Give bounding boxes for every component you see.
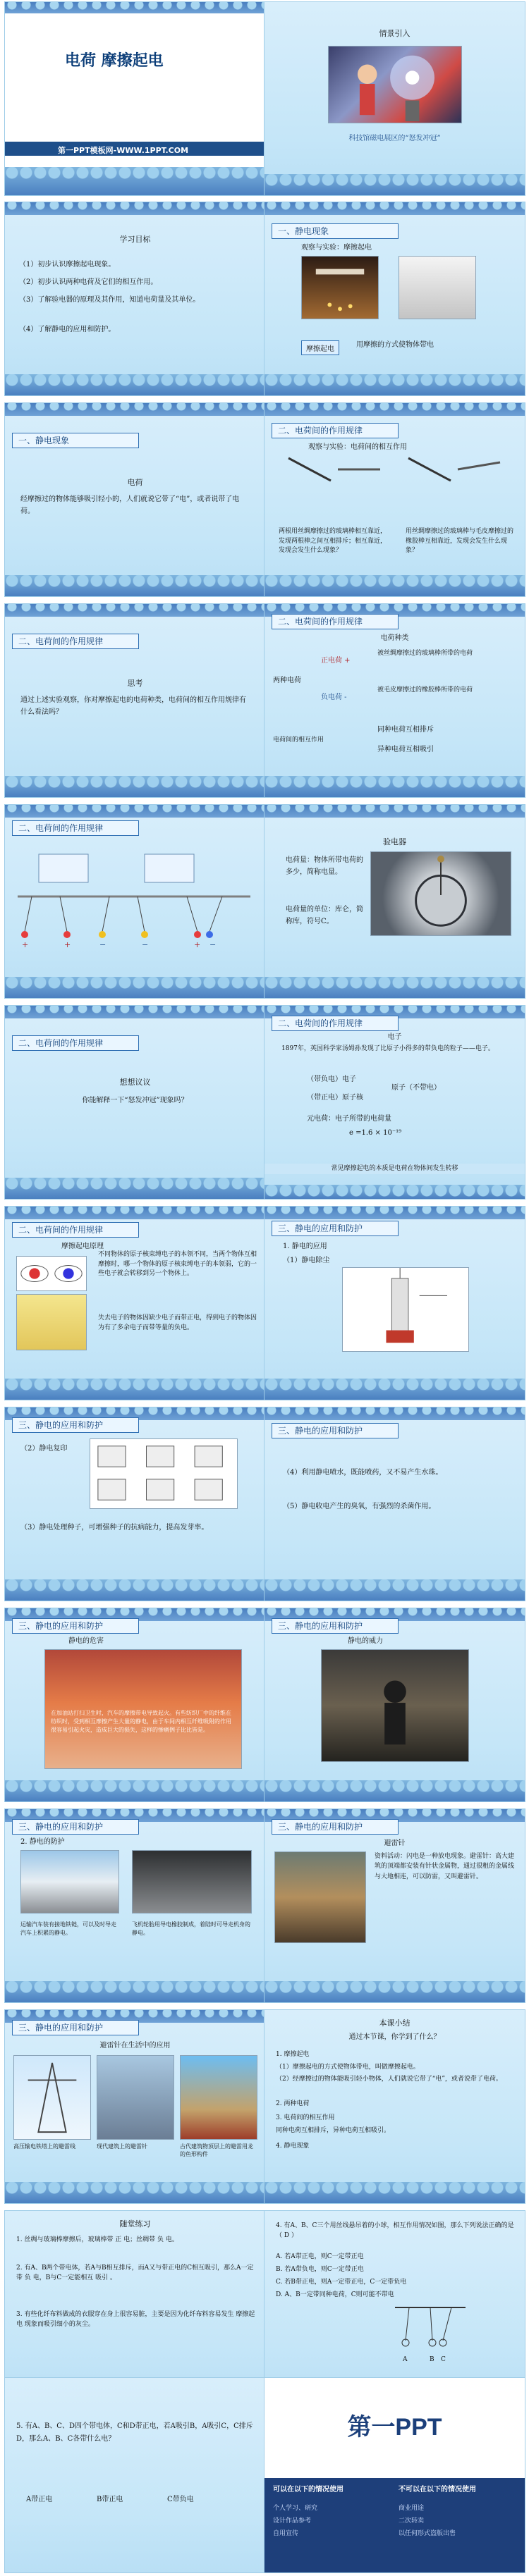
- hazard-photo: [44, 1649, 242, 1769]
- slide-subheading: 思考: [127, 679, 143, 688]
- slide-top-band: [5, 403, 265, 416]
- copier-process-icon: [90, 1439, 237, 1508]
- section-header: 三、静电的应用和防护: [272, 1221, 399, 1236]
- slide-heading: 本课小结: [379, 2019, 411, 2028]
- forbidden-1: 商业用途: [399, 2505, 425, 2512]
- child-silhouette-icon: [322, 1650, 468, 1761]
- nucleus-label: （带正电）原子核: [307, 1094, 363, 1102]
- franklin-kite-painting: [274, 1851, 366, 1943]
- tower-caption: 高压输电铁塔上的避雷线: [13, 2143, 75, 2150]
- brand-text: 第一PPT模板网-WWW.1PPT.COM: [58, 146, 189, 155]
- slide-16[interactable]: [264, 1407, 525, 1601]
- term-tag: 摩擦起电: [301, 340, 339, 355]
- experiment-title: 观察与实验：电荷间的相互作用: [308, 443, 407, 451]
- principle-text-1: 不同物体的原子核束缚电子的本领不同，当两个物体互相摩擦时，哪一个物体的原子核束缚电子的本领弱，它的一些电子就会转移到另一个物体上。: [98, 1251, 257, 1277]
- slide-25[interactable]: [4, 2377, 266, 2573]
- rod-photo-right: [145, 854, 194, 882]
- slide-2[interactable]: [264, 1, 525, 196]
- string-5: [187, 896, 197, 932]
- slide-subheading: 避雷针: [384, 1839, 406, 1847]
- dust-removal-diagram: [342, 1267, 469, 1352]
- principle-text-2: 失去电子的物体因缺少电子而带正电，得到电子的物体因为有了多余电子而带等量的负电。: [98, 1314, 257, 1331]
- plasma-ball-photo: [328, 46, 462, 123]
- lightning-rod-text: 资料活动：闪电是一种放电现象。避雷针：高大建筑的顶端都安装有针状金属物，通过很粗的金属线与大地相连，可以防雷，又叫避雷针。: [375, 1853, 515, 1880]
- charge-sign-3: −: [99, 940, 107, 949]
- rods-diagram: [274, 452, 514, 486]
- slide-18[interactable]: [264, 1608, 525, 1802]
- slide-subheading: 避雷针在生活中的应用: [99, 2042, 171, 2050]
- plasma-ball-icon: [329, 47, 461, 123]
- slide-11[interactable]: [4, 1005, 266, 1200]
- slide-subheading: 电荷: [127, 478, 143, 487]
- option-a[interactable]: A. 若A带正电，则C一定带正电: [276, 2253, 364, 2260]
- slide-8[interactable]: [264, 603, 525, 798]
- wave-decoration: [5, 167, 265, 195]
- slide-26[interactable]: [264, 2377, 525, 2573]
- atom-diagram: [16, 1256, 87, 1291]
- slide-top-band: [264, 1207, 525, 1219]
- string-b: [430, 2307, 432, 2341]
- wave-decoration: [5, 977, 265, 998]
- forbidden-title: 不可以在以下的情况使用: [399, 2486, 476, 2494]
- tanker-truck-photo: [20, 1850, 119, 1913]
- rod-4: [458, 462, 500, 469]
- seed-treatment-text: （3）静电处理种子，可增强种子的抗病能力，提高发芽率。: [20, 1524, 209, 1532]
- slide-3[interactable]: [4, 202, 266, 396]
- truck-caption: 运输汽车装有接地铁链，可以及时导走汽车上积累的静电。: [20, 1921, 116, 1936]
- wave-decoration: [5, 2182, 265, 2203]
- wave-decoration: [264, 977, 525, 998]
- slide-subheading: 摩擦起电原理: [61, 1243, 104, 1250]
- slide-subheading: 电荷种类: [380, 634, 409, 642]
- power-tower-icon: [14, 2056, 90, 2139]
- answer-a[interactable]: A带正电: [26, 2496, 53, 2503]
- wave-decoration: [264, 575, 525, 596]
- slide-heading: 学习目标: [119, 235, 151, 244]
- application-title: （1）静电除尘: [283, 1257, 330, 1264]
- string-2: [60, 896, 67, 932]
- ball-1: [21, 931, 28, 938]
- section-header: 三、静电的应用和防护: [12, 1417, 139, 1433]
- brand-logo: 第一PPT: [347, 2414, 442, 2441]
- section-header: 三、静电的应用和防护: [272, 1819, 399, 1835]
- slide-subheading: 电子: [387, 1033, 402, 1041]
- allowed-3: 自用宣传: [273, 2530, 299, 2537]
- goal-1: （1）初步认识摩擦起电现象。: [19, 261, 116, 269]
- wave-decoration: [264, 1379, 525, 1400]
- slide-top-band: [5, 805, 265, 818]
- term-definition: 用摩擦的方式使物体带电: [356, 341, 434, 349]
- string-6: [209, 896, 222, 932]
- exercise-3: 3. 有些化纤布料做成的衣服穿在身上很容易脏，主要是因为化纤布料容易发生 摩擦起电 现象而吸引细小的灰尘。: [16, 2311, 255, 2329]
- slide-15[interactable]: [4, 1407, 266, 1601]
- photo-caption: 科技馆磁电展区的“怒发冲冠”: [348, 135, 441, 142]
- wave-decoration: [264, 174, 525, 195]
- section-header: 二、电荷间的作用规律: [12, 634, 139, 649]
- wave-decoration: [5, 1981, 265, 2002]
- ball-label-b: B: [430, 2356, 434, 2363]
- skyscraper-photo: [97, 2055, 174, 2140]
- elementary-charge-label: 元电荷：电子所带的电荷量: [307, 1115, 391, 1123]
- exercise-1: 1. 丝绸与玻璃棒摩擦后，玻璃棒带 正 电；丝绸带 负 电。: [16, 2236, 178, 2243]
- section-header: 三、静电的应用和防护: [272, 1618, 399, 1634]
- question-text: 你能解释一下“怒发冲冠”现象吗？: [82, 1097, 188, 1104]
- summary-3a: 同种电荷互相排斥，异种电荷互相吸引。: [276, 2127, 391, 2134]
- slide-1[interactable]: [4, 1, 266, 196]
- wave-decoration: [5, 1579, 265, 1601]
- option-b[interactable]: B. 若A带负电，则C一定带正电: [276, 2266, 364, 2273]
- summary-3: 3. 电荷间的相互作用: [276, 2114, 335, 2121]
- section-header: 二、电荷间的作用规律: [12, 1035, 139, 1051]
- string-1: [25, 896, 32, 932]
- airplane-tire-photo: [132, 1850, 252, 1913]
- wave-decoration: [5, 575, 265, 596]
- allowed-title: 可以在以下的情况使用: [273, 2486, 343, 2494]
- section-header: 二、电荷间的作用规律: [272, 1016, 399, 1031]
- elementary-charge-value: e =1.6 × 10⁻¹⁹: [349, 1129, 402, 1137]
- electron-label: （带负电）电子: [307, 1076, 356, 1083]
- forbidden-3: 以任何形式盗版出售: [399, 2530, 456, 2537]
- slide-heading: 随堂练习: [119, 2219, 151, 2229]
- comb-paper-photo: [301, 256, 379, 319]
- atom-label: 原子（不带电）: [391, 1084, 441, 1092]
- wave-decoration: [5, 1780, 265, 1801]
- allowed-2: 设计作品参考: [273, 2518, 312, 2525]
- string-4: [138, 896, 145, 932]
- hazard-text: 在加油站打扫卫生时，汽车的摩擦带电导致起火。有些纺织厂中的纤维在纺织时，受到相互摩擦产生大量的静电，由于车间内相互纤维吸附的作用很容易引起火灾，造成巨大的损失，这样的惨痛例子比比皆是。: [51, 1710, 231, 1733]
- negative-label: 负电荷 -: [321, 694, 347, 701]
- summary-prompt: 通过本节课，你学到了什么？: [348, 2033, 441, 2041]
- electroscope-photo: [370, 851, 511, 936]
- section-header: 一、静电现象: [272, 223, 399, 239]
- slide-19[interactable]: [4, 1808, 266, 2003]
- tire-caption: 飞机轮胎用导电橡胶制成，着陆时可导走机身的静电。: [132, 1921, 250, 1936]
- slide-22[interactable]: [264, 2009, 525, 2204]
- hair-balloon-photo: [399, 256, 476, 319]
- slide-top-band: [264, 805, 525, 818]
- wave-decoration: [264, 374, 525, 395]
- forbidden-2: 二次转卖: [399, 2518, 425, 2525]
- friction-photo: [16, 1294, 87, 1350]
- goal-2: （2）初步认识两种电荷及它们的相互作用。: [19, 278, 158, 286]
- summary-1a: （1）摩擦起电的方式使物体带电，叫做摩擦起电。: [276, 2064, 420, 2071]
- slide-4[interactable]: [264, 202, 525, 396]
- exercise-4: 4. 有A、B、C三个用丝线悬吊着的小球，相互作用情况如图，那么下列说法正确的是（ D ）: [276, 2222, 514, 2240]
- electroscope-icon: [371, 852, 511, 935]
- option-d[interactable]: D. A、B一定带同种电荷，C则可能不带电: [276, 2291, 394, 2298]
- section-header: 三、静电的应用和防护: [12, 1819, 139, 1835]
- kinds-label: 两种电荷: [273, 677, 301, 684]
- slide-9[interactable]: [4, 804, 266, 999]
- rod-photo-left: [39, 854, 88, 882]
- application-title: （2）静电复印: [20, 1445, 68, 1453]
- three-balls-diagram: [391, 2304, 469, 2353]
- slide-subheading: 想想议议: [119, 1078, 151, 1087]
- wave-decoration: [264, 1780, 525, 1801]
- ball-3: [99, 931, 106, 938]
- charge-sign-5: +: [194, 940, 201, 949]
- definition-text: 经摩擦过的物体能够吸引轻小的，人们就说它带了“电”，或者说带了电荷。: [20, 495, 240, 515]
- charge-sign-4: −: [142, 940, 149, 949]
- slide-14[interactable]: [264, 1206, 525, 1400]
- string-a: [406, 2307, 409, 2341]
- dust-collector-icon: [343, 1268, 468, 1351]
- wave-decoration: [5, 374, 265, 395]
- slide-23[interactable]: [4, 2210, 266, 2405]
- string-c: [443, 2307, 451, 2341]
- slide-6[interactable]: [264, 402, 525, 597]
- slide-top-band: [264, 403, 525, 416]
- slide-heading: 验电器: [383, 837, 406, 846]
- summary-4: 4. 静电现象: [276, 2143, 310, 2150]
- ball-6: [206, 931, 213, 938]
- rule-attract: 异种电荷互相吸引: [377, 746, 434, 753]
- charge-sign-1: +: [22, 940, 29, 949]
- exercise-5: 5. 有A、B、C、D四个带电体，C和D带正电，若A吸引B，A吸引C，C排斥D，那么A、B、C各带什么电？: [16, 2422, 253, 2443]
- summary-2: 2. 两种电荷: [276, 2100, 310, 2107]
- ball-2: [63, 931, 71, 938]
- slide-top-band: [264, 1407, 525, 1420]
- ball-5: [194, 931, 201, 938]
- slide-10[interactable]: [264, 804, 525, 999]
- section-header: 三、静电的应用和防护: [12, 1618, 139, 1634]
- subsection-title: 1. 静电的应用: [283, 1243, 327, 1250]
- electron-history: 1897年，英国科学家汤姆孙发现了比原子小得多的带负电的粒子——电子。: [281, 1045, 494, 1052]
- wave-decoration: [264, 776, 525, 797]
- positive-desc: 被丝绸摩擦过的玻璃棒所带的电荷: [377, 650, 473, 657]
- goal-4: （4）了解静电的应用和防护。: [19, 326, 116, 333]
- wave-decoration: [264, 1579, 525, 1601]
- ball-4: [141, 931, 148, 938]
- slide-title: 电荷 摩擦起电: [65, 51, 164, 70]
- slide-top-band: [5, 2, 265, 13]
- slide-17[interactable]: [4, 1608, 266, 1802]
- caption-left: 两根用丝绸摩擦过的玻璃棒相互靠近，发现两根棒之间互相排斥；相互靠近，发现会发生什么现象？: [279, 528, 387, 554]
- application-4: （4）利用静电喷水，既能喷药，又不易产生水珠。: [283, 1469, 443, 1477]
- wave-decoration: [264, 1981, 525, 2002]
- unit-definition: 电荷量的单位：库仑，简称库，符号C。: [286, 906, 363, 925]
- slide-20[interactable]: [264, 1808, 525, 2003]
- exercise-2: 2. 有A、B两个带电体，若A与B相互排斥，而A又与带正电的C相互吸引，那么A一定带 负 电，B与C一定能相互 吸引 。: [16, 2264, 254, 2282]
- power-tower-photo: [13, 2055, 91, 2140]
- subsection-title: 2. 静电的防护: [20, 1838, 65, 1846]
- slide-21[interactable]: [4, 2009, 266, 2204]
- slide-top-band: [5, 604, 265, 617]
- answer-b[interactable]: B带正电: [97, 2496, 123, 2503]
- rule-repel: 同种电荷互相排斥: [377, 726, 434, 734]
- wave-decoration: [5, 776, 265, 797]
- charge-sign-2: +: [64, 940, 71, 949]
- photocopy-diagram: [90, 1438, 238, 1509]
- section-header: 三、静电的应用和防护: [12, 2020, 139, 2035]
- slide-top-band: [5, 202, 265, 215]
- section-header: 三、静电的应用和防护: [272, 1423, 399, 1438]
- wave-decoration: [5, 1178, 265, 1199]
- pendulum-diagram: [18, 847, 250, 946]
- slide-heading: 情景引入: [379, 29, 411, 38]
- ancient-building-photo: [180, 2055, 257, 2140]
- application-5: （5）静电收电产生的臭氧，有强烈的杀菌作用。: [283, 1503, 436, 1510]
- section-header: 一、静电现象: [12, 433, 139, 448]
- slide-footer-note: 常见摩擦起电的本质是电荷在物体间发生转移: [264, 1164, 525, 1174]
- ball-label-c: C: [441, 2356, 446, 2363]
- interaction-label: 电荷间的相互作用: [273, 737, 324, 744]
- slide-subheading: 静电的危害: [68, 1637, 104, 1645]
- slide-top-band: [5, 1207, 265, 1219]
- rod-1: [288, 458, 331, 481]
- answer-c[interactable]: C带负电: [167, 2496, 194, 2503]
- summary-1b: （2）经摩擦过的物体能吸引轻小物体，人们就说它带了“电”，或者说带了电荷。: [276, 2076, 502, 2083]
- section-header: 二、电荷间的作用规律: [12, 820, 139, 836]
- static-power-photo: [321, 1649, 469, 1762]
- positive-label: 正电荷 +: [321, 657, 351, 665]
- caption-right: 用丝绸摩擦过的玻璃棒与毛皮摩擦过的橡胶棒互相靠近，发现会发生什么现象？: [406, 528, 514, 554]
- wave-decoration: [5, 1379, 265, 1400]
- slide-12[interactable]: [264, 1005, 525, 1200]
- question-text: 通过上述实验观察，你对摩擦起电的电荷种类，电荷间的相互作用规律有什么看法吗？: [20, 696, 246, 716]
- ball-label-a: A: [403, 2356, 408, 2363]
- slide-top-band: [5, 1006, 265, 1018]
- comb-icon: [302, 257, 378, 319]
- wave-decoration: [264, 2182, 525, 2203]
- section-header: 二、电荷间的作用规律: [12, 1222, 139, 1238]
- summary-1: 1. 摩擦起电: [276, 2051, 310, 2058]
- skyscraper-caption: 现代建筑上的避雷针: [97, 2143, 147, 2150]
- slide-subheading: 静电的威力: [348, 1637, 383, 1645]
- slide-13[interactable]: [4, 1206, 266, 1400]
- rod-3: [408, 458, 451, 481]
- experiment-title: 观察与实验：摩擦起电: [301, 244, 372, 252]
- slide-24[interactable]: [264, 2210, 525, 2405]
- quantity-definition: 电荷量：物体所带电荷的多少，简称电量。: [286, 856, 363, 876]
- charge-sign-6: −: [209, 940, 217, 949]
- negative-desc: 被毛皮摩擦过的橡胶棒所带的电荷: [377, 686, 473, 694]
- string-3: [102, 896, 109, 932]
- wave-decoration: [264, 1185, 525, 1199]
- option-c[interactable]: C. 若B带正电，则A一定带正电，C一定带负电: [276, 2279, 407, 2286]
- allowed-1: 个人学习、研究: [273, 2505, 318, 2512]
- slide-top-band: [264, 202, 525, 215]
- goal-3: （3）了解验电器的原理及其作用，知道电荷量及其单位。: [19, 296, 200, 304]
- license-panel: [264, 2478, 525, 2573]
- ancient-caption: 古代建筑物顶层上的避雷用龙的鱼形构件: [180, 2143, 253, 2158]
- slide-7[interactable]: [4, 603, 266, 798]
- section-header: 二、电荷间的作用规律: [272, 423, 399, 438]
- section-header: 二、电荷间的作用规律: [272, 614, 399, 629]
- slide-5[interactable]: [4, 402, 266, 597]
- atom-icon: [17, 1257, 86, 1290]
